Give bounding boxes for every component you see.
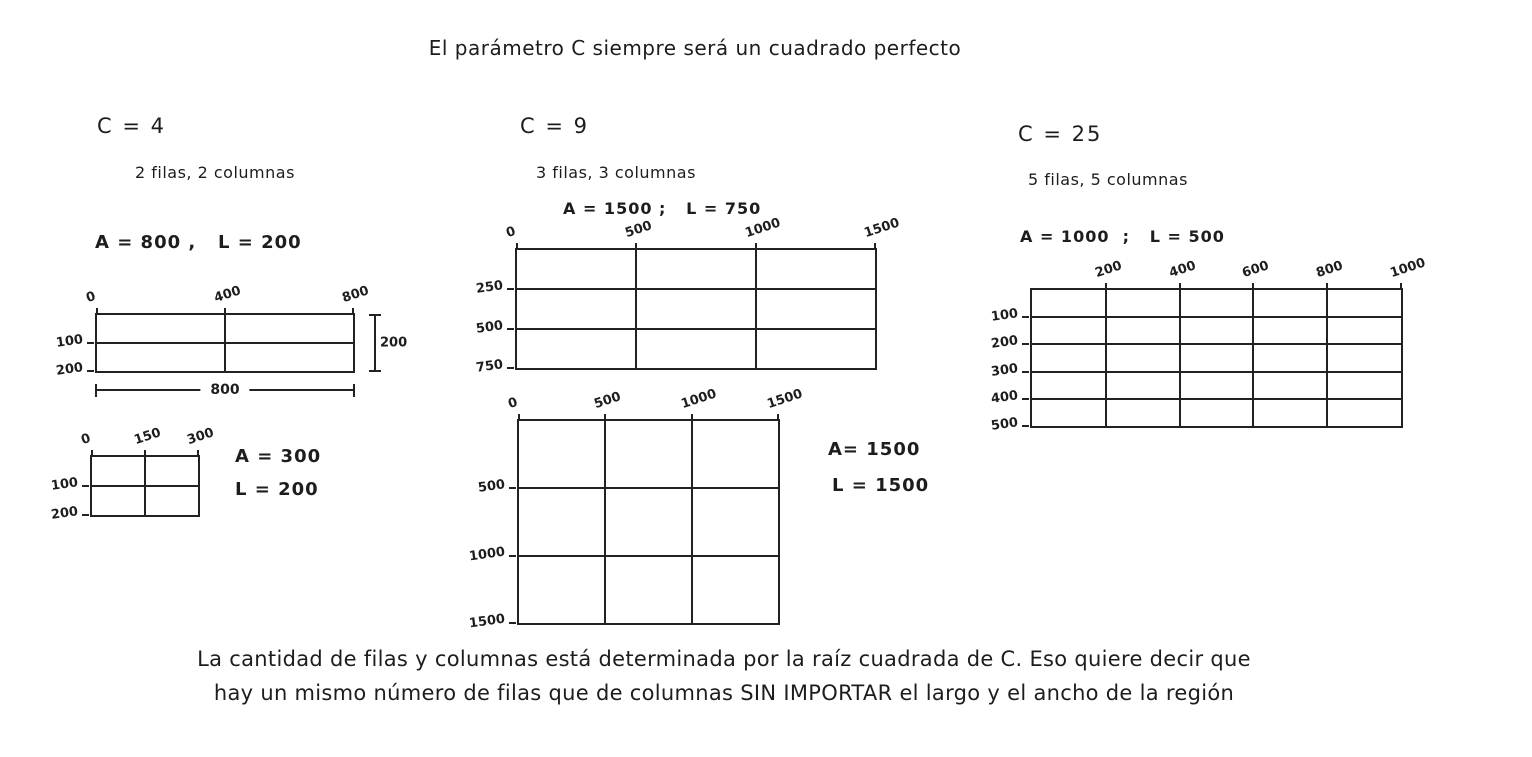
- x-tick-label: 800: [340, 283, 371, 306]
- y-tick-mark: [1022, 343, 1029, 345]
- grid-row-line: [519, 487, 778, 489]
- rows-cols-label: 2 filas, 2 columnas: [135, 163, 295, 182]
- grid-figure: [474, 215, 902, 376]
- c-value-label: C = 9: [520, 114, 589, 138]
- x-tick-mark: [755, 243, 757, 250]
- x-tick-mark: [874, 243, 876, 250]
- y-tick-mark: [1022, 371, 1029, 373]
- rows-cols-label: 5 filas, 5 columnas: [1028, 170, 1188, 189]
- area-label: A= 1500: [828, 439, 921, 460]
- x-tick-mark: [604, 414, 606, 421]
- x-tick-label: 1000: [743, 215, 783, 241]
- grid-box: [467, 386, 805, 632]
- x-tick-label: 1500: [862, 215, 902, 241]
- y-tick-label: 100: [49, 475, 79, 494]
- y-tick-mark: [87, 342, 94, 344]
- y-tick-label: 1000: [467, 544, 506, 565]
- x-tick-label: 400: [1166, 258, 1198, 281]
- grid-row-line: [1032, 371, 1401, 373]
- x-tick-mark: [96, 308, 98, 315]
- width-dimension-label: 800: [200, 382, 249, 398]
- x-tick-label: 1000: [1388, 255, 1428, 281]
- grid-column-line: [635, 250, 637, 368]
- brace-cap: [369, 370, 381, 372]
- conclusion-line-2: hay un mismo número de filas que de columnas SIN IMPORTAR el largo y el ancho de la región: [213, 681, 1235, 705]
- grid-column-line: [224, 315, 226, 371]
- x-tick-mark: [224, 308, 226, 315]
- y-tick-mark: [509, 555, 516, 557]
- length-label: L = 1500: [832, 475, 930, 496]
- x-tick-mark: [1252, 283, 1254, 290]
- conclusion-line-1: La cantidad de filas y columnas está determinada por la raíz cuadrada de C. Eso quiere decir que: [197, 647, 1251, 671]
- grid-row-line: [1032, 316, 1401, 318]
- y-tick-label: 1500: [467, 611, 506, 632]
- grid-box: [989, 255, 1428, 434]
- rows-cols-label: 3 filas, 3 columnas: [536, 163, 696, 182]
- x-tick-label: 600: [1240, 258, 1272, 281]
- y-tick-mark: [1022, 398, 1029, 400]
- grid-row-line: [517, 288, 875, 290]
- x-tick-mark: [352, 308, 354, 315]
- x-tick-mark: [1179, 283, 1181, 290]
- grid-column-line: [144, 457, 146, 515]
- x-tick-mark: [197, 450, 199, 457]
- area-length-label: A = 1000 ; L = 500: [1020, 227, 1225, 246]
- brace-cap: [353, 384, 355, 397]
- x-tick-label: 200: [1093, 258, 1124, 281]
- y-tick-mark: [507, 328, 514, 330]
- x-tick-label: 0: [504, 223, 518, 241]
- grid-row-line: [517, 328, 875, 330]
- y-tick-label: 500: [989, 415, 1019, 434]
- y-tick-label: 400: [989, 387, 1019, 407]
- grid-column-line: [1326, 290, 1328, 426]
- grid-figure: [54, 283, 408, 398]
- x-tick-label: 1000: [679, 386, 719, 412]
- x-tick-label: 400: [212, 283, 243, 306]
- height-dimension-label: 200: [378, 333, 407, 354]
- x-tick-mark: [144, 450, 146, 457]
- area-length-label: A = 1500 ; L = 750: [563, 199, 762, 218]
- grid-column-line: [1252, 290, 1254, 426]
- y-tick-mark: [87, 370, 94, 372]
- area-label: A = 300: [235, 446, 322, 467]
- y-tick-mark: [509, 487, 516, 489]
- grid-column-line: [604, 421, 606, 623]
- c-value-label: C = 25: [1018, 122, 1103, 146]
- grid-column-line: [1105, 290, 1107, 426]
- x-tick-label: 0: [79, 430, 93, 448]
- y-tick-mark: [82, 514, 89, 516]
- area-length-label: A = 800 , L = 200: [95, 232, 302, 253]
- y-tick-mark: [507, 367, 514, 369]
- x-tick-mark: [1326, 283, 1328, 290]
- y-tick-label: 100: [989, 306, 1019, 326]
- y-tick-mark: [1022, 425, 1029, 427]
- y-tick-label: 500: [476, 477, 506, 497]
- grid-column-line: [1179, 290, 1181, 426]
- x-tick-mark: [518, 414, 520, 421]
- y-tick-label: 300: [989, 360, 1019, 380]
- brace-stem: [374, 314, 376, 372]
- y-tick-mark: [1022, 316, 1029, 318]
- grid-figure: [49, 425, 216, 523]
- grid-row-line: [519, 555, 778, 557]
- y-tick-mark: [507, 288, 514, 290]
- grid-box: [49, 425, 216, 523]
- y-tick-label: 750: [474, 357, 504, 376]
- x-tick-mark: [91, 450, 93, 457]
- page-title: El parámetro C siempre será un cuadrado perfecto: [428, 36, 962, 60]
- grid-row-line: [1032, 398, 1401, 400]
- x-tick-mark: [635, 243, 637, 250]
- conclusion-note: [0, 642, 1448, 710]
- x-tick-label: 150: [132, 425, 163, 448]
- y-tick-label: 200: [54, 360, 84, 379]
- width-dimension-brace: [95, 384, 355, 396]
- x-tick-label: 1500: [765, 386, 805, 412]
- y-tick-label: 250: [474, 278, 504, 298]
- x-tick-mark: [1400, 283, 1402, 290]
- example-c9-section: [460, 100, 930, 650]
- x-tick-mark: [1105, 283, 1107, 290]
- grid-row-line: [1032, 343, 1401, 345]
- y-tick-label: 500: [474, 317, 504, 337]
- x-tick-label: 0: [84, 288, 98, 306]
- x-tick-mark: [777, 414, 779, 421]
- length-label: L = 200: [235, 479, 319, 500]
- x-tick-label: 500: [592, 389, 624, 412]
- y-tick-label: 200: [989, 333, 1019, 353]
- y-tick-label: 100: [54, 332, 84, 351]
- c-value-label: C = 4: [97, 114, 166, 138]
- grid-figure: [467, 386, 805, 632]
- x-tick-mark: [691, 414, 693, 421]
- x-tick-label: 0: [506, 394, 520, 412]
- example-c4-section: [49, 100, 440, 540]
- x-tick-mark: [516, 243, 518, 250]
- example-c25-section: [980, 100, 1480, 450]
- x-tick-label: 300: [185, 425, 216, 448]
- height-dimension-brace: [369, 314, 408, 372]
- grid-figure: [989, 255, 1428, 434]
- x-tick-label: 800: [1314, 258, 1345, 281]
- grid-box: [474, 215, 902, 376]
- grid-box: [54, 283, 371, 379]
- x-tick-label: 500: [623, 218, 655, 241]
- grid-column-line: [691, 421, 693, 623]
- y-tick-label: 200: [49, 504, 79, 523]
- y-tick-mark: [509, 622, 516, 624]
- y-tick-mark: [82, 485, 89, 487]
- grid-column-line: [755, 250, 757, 368]
